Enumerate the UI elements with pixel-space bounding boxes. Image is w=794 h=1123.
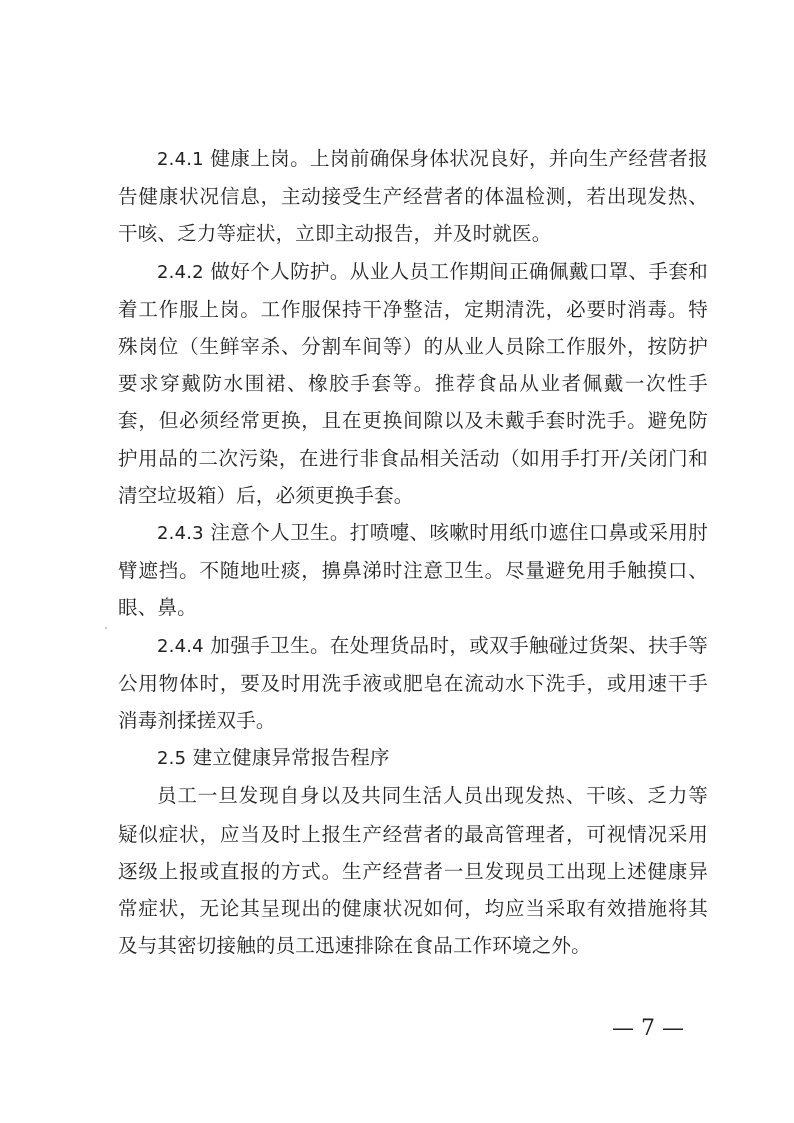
paragraph-2-4-2 (118, 253, 708, 514)
scan-speck (105, 627, 107, 629)
paragraph-text: 健康上岗。上岗前确保身体状况良好，并向生产经营者报告健康状况信息，主动接受生产经营者的体温检测，若出现发热、干咳、乏力等症状，立即主动报告，并及时就医。 (118, 147, 708, 246)
paragraph-2-5-body (118, 777, 708, 964)
page-number: — 7 — (612, 1016, 684, 1041)
section-number: 2.4.4 (157, 635, 204, 657)
section-number: 2.4.3 (157, 523, 204, 545)
heading-text: 建立健康异常报告程序 (186, 746, 390, 770)
paragraph-text: 加强手卫生。在处理货品时，或双手触碰过货架、扶手等公用物体时，要及时用洗手液或肥皂在流动水下洗手，或用速干手消毒剂揉搓双手。 (118, 633, 708, 733)
paragraph-text: 做好个人防护。从业人员工作期间正确佩戴口罩、手套和着工作服上岗。工作服保持干净整洁，定期清洗，必要时消毒。特殊岗位（生鲜宰杀、分割车间等）的从业人员除工作服外，按防护要求穿戴防水围裙、橡胶手套等。推荐食品从业者佩戴一次性手套，但必须经常更换，且在更换间隙以及未戴手套时洗手。避免防护用品的二次污染，在进行非食品相关活动（如用手打开/关闭门和清空垃圾箱）后，必须更换手套。 (118, 259, 708, 507)
paragraph-text: 员工一旦发现自身以及共同生活人员出现发热、干咳、乏力等疑似症状，应当及时上报生产经营者的最高管理者，可视情况采用逐级上报或直报的方式。生产经营者一旦发现员工出现上述健康异常症状，无论其呈现出的健康状况如何，均应当采取有效措施将其及与其密切接触的员工迅速排除在食品工作环境之外。 (118, 784, 708, 958)
document-body (118, 140, 708, 964)
paragraph-2-4-3 (118, 514, 708, 627)
paragraph-2-4-4 (118, 627, 708, 740)
section-number: 2.4.1 (157, 149, 204, 170)
section-number: 2.5 (157, 748, 187, 770)
paragraph-text: 注意个人卫生。打喷嚏、咳嗽时用纸巾遮住口鼻或采用肘臂遮挡。不随地吐痰，擤鼻涕时注意卫生。尽量避免用手触摸口、眼、鼻。 (118, 521, 708, 620)
paragraph-2-4-1 (118, 140, 708, 253)
section-number: 2.4.2 (157, 261, 204, 283)
section-heading-2-5 (118, 739, 708, 777)
